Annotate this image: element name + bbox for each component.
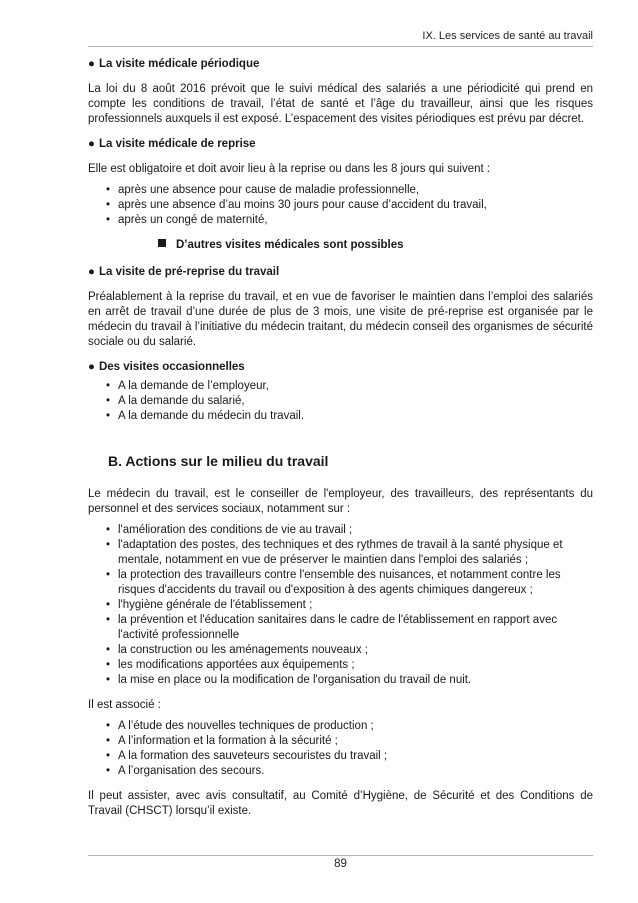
subheading-text: La visite de pré-reprise du travail [98, 266, 280, 278]
bullet-icon: • [106, 765, 111, 777]
list-item [88, 734, 593, 749]
list-item [88, 394, 593, 409]
paragraph-actions: Le médecin du travail, est le conseiller de l'employeur, des travailleurs, des représentants du personnel et des services sociaux, notamment sur : [88, 488, 593, 515]
list-item-text: la prévention et l'éducation sanitaires dans le cadre de l'établissement en rapport avec l'activité professionnelle [118, 614, 558, 641]
subheading-text: La visite médicale périodique [98, 58, 260, 70]
bullet-icon: • [106, 524, 111, 536]
list-item [88, 673, 593, 688]
list-item [88, 658, 593, 673]
list-item [88, 409, 593, 424]
subheading-occasionnelles [88, 360, 593, 375]
list-item [88, 719, 593, 734]
list-occasionnelles [88, 379, 593, 424]
list-item-text: A l’organisation des secours. [118, 765, 265, 777]
list-item [88, 749, 593, 764]
bullet-icon: • [106, 410, 111, 422]
bullet-icon: • [106, 214, 111, 226]
bullet-icon: • [106, 380, 111, 392]
list-item-text: après une absence pour cause de maladie professionnelle, [118, 184, 420, 196]
list-item-text: la protection des travailleurs contre l'ensemble des nuisances, et notamment contre les risques d'accidents du travail ou d'exposition à des agents chimiques dangereux ; [118, 569, 561, 596]
paragraph-closing: Il peut assister, avec avis consultatif, au Comité d’Hygiène, de Sécurité et des Conditions de Travail (CHSCT) lorsqu’il existe. [88, 790, 593, 817]
list-item [88, 183, 593, 198]
footer-rule [88, 855, 593, 856]
list-item-text: A la demande du salarié, [118, 395, 245, 407]
subheading-visite-periodique [88, 57, 593, 72]
bullet-icon: • [106, 644, 111, 656]
running-header: IX. Les services de santé au travail [422, 30, 593, 42]
list-item-text: les modifications apportées aux équipements ; [118, 659, 355, 671]
subheading-text: Des visites occasionnelles [98, 361, 245, 373]
bullet-icon: • [106, 539, 111, 551]
list-item-text: A la formation des sauveteurs secouristes du travail ; [118, 750, 388, 762]
list-item-text: la construction ou les aménagements nouveaux ; [118, 644, 368, 656]
bullet-icon: • [106, 750, 111, 762]
list-item [88, 643, 593, 658]
list-item [88, 538, 593, 568]
list-associe [88, 719, 593, 779]
bullet-icon: • [106, 199, 111, 211]
bullet-icon: • [106, 569, 111, 581]
heading-text: D’autres visites médicales sont possibles [176, 239, 404, 251]
header-rule [88, 46, 593, 47]
list-item [88, 379, 593, 394]
list-item-text: la mise en place ou la modification de l'organisation du travail de nuit. [118, 674, 472, 686]
paragraph-associe: Il est associé : [88, 699, 161, 711]
subheading-text: La visite médicale de reprise [98, 138, 256, 150]
list-actions [88, 523, 593, 688]
dot-bullet-icon: ● [88, 361, 95, 373]
list-item-text: après un congé de maternité, [118, 214, 268, 226]
list-item-text: A l’étude des nouvelles techniques de production ; [118, 720, 374, 732]
list-item [88, 598, 593, 613]
bullet-icon: • [106, 395, 111, 407]
list-item-text: A la demande du médecin du travail. [118, 410, 305, 422]
bullet-icon: • [106, 659, 111, 671]
bullet-icon: • [106, 614, 111, 626]
dot-bullet-icon: ● [88, 58, 95, 70]
list-item-text: A l’information et la formation à la sécurité ; [118, 735, 338, 747]
subheading-visite-reprise [88, 137, 593, 152]
page-content [88, 57, 593, 829]
list-item-text: l'amélioration des conditions de vie au travail ; [118, 524, 353, 536]
paragraph-pre-reprise: Préalablement à la reprise du travail, et en vue de favoriser le maintien dans l’emploi des salariés en arrêt de travail d’une durée de plus de 3 mois, une visite de pré-reprise est organisée par le médecin du travail à l’initiative du médecin traitant, du médecin conseil des organismes de sécurité sociale ou du salarié. [88, 291, 593, 348]
bullet-icon: • [106, 184, 111, 196]
list-item [88, 764, 593, 779]
list-item [88, 613, 593, 643]
bullet-icon: • [106, 674, 111, 686]
dot-bullet-icon: ● [88, 138, 95, 150]
list-item [88, 523, 593, 538]
dot-bullet-icon: ● [88, 266, 95, 278]
list-item [88, 213, 593, 228]
heading-autres-visites [158, 238, 593, 253]
page-number: 89 [334, 858, 347, 870]
list-reprise [88, 183, 593, 228]
bullet-icon: • [106, 599, 111, 611]
bullet-icon: • [106, 735, 111, 747]
list-item-text: A la demande de l’employeur, [118, 380, 269, 392]
square-bullet-icon [158, 239, 166, 247]
paragraph-visite-reprise: Elle est obligatoire et doit avoir lieu à la reprise ou dans les 8 jours qui suivent : [88, 163, 491, 175]
subheading-pre-reprise [88, 265, 593, 280]
list-item-text: après une absence d’au moins 30 jours pour cause d’accident du travail, [118, 199, 487, 211]
paragraph-visite-periodique: La loi du 8 août 2016 prévoit que le suivi médical des salariés a une périodicité qui prend en compte les conditions de travail, l’état de santé et l’âge du travailleur, ainsi que les risques professionnels auxquels il est exposé. L’espacement des visites périodiques est prévu par décret. [88, 83, 593, 125]
list-item [88, 568, 593, 598]
list-item-text: l'hygiène générale de l'établissement ; [118, 599, 313, 611]
list-item [88, 198, 593, 213]
bullet-icon: • [106, 720, 111, 732]
section-title-actions: B. Actions sur le milieu du travail [108, 453, 329, 469]
list-item-text: l'adaptation des postes, des techniques et des rythmes de travail à la santé physique et mentale, notamment en vue de préserver le maintien dans l'emploi des salariés ; [118, 539, 563, 566]
